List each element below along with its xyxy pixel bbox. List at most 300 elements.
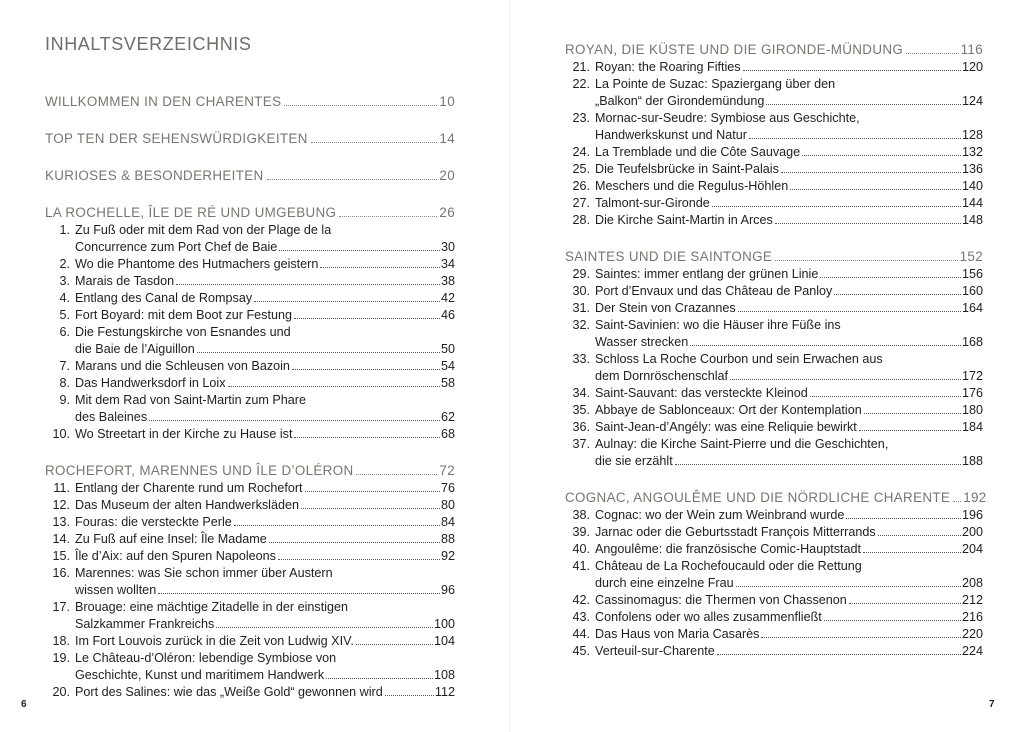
entry-title: dem Dornröschenschlaf: [595, 369, 728, 383]
entry-line: [595, 541, 983, 558]
dot-leader: [743, 70, 961, 71]
section-spacer: [45, 148, 455, 166]
entry-number: 29.: [572, 267, 590, 281]
toc-entry[interactable]: [45, 497, 455, 514]
entry-body: [75, 392, 455, 426]
entry-line: [595, 212, 983, 229]
entry-line: [595, 127, 983, 144]
entry-number: 41.: [572, 559, 590, 573]
toc-entry[interactable]: [565, 436, 983, 470]
entry-body: [595, 351, 983, 385]
entry-line: [595, 334, 983, 351]
entry-title: Fouras: die versteckte Perle: [75, 515, 232, 529]
dot-leader: [775, 260, 957, 261]
section-heading[interactable]: [45, 461, 455, 480]
entry-title: Die Kirche Saint-Martin in Arces: [595, 213, 773, 227]
entry-title: Talmont-sur-Gironde: [595, 196, 710, 210]
toc-entry[interactable]: [45, 531, 455, 548]
dot-leader: [953, 501, 961, 502]
entry-body: [75, 599, 455, 633]
dot-leader: [736, 586, 961, 587]
entry-title: Mit dem Rad von Saint-Martin zum Phare: [75, 393, 306, 407]
toc-section: [565, 488, 987, 660]
entry-title: Château de La Rochefoucauld oder die Rettung: [595, 559, 862, 573]
entry-line: [595, 436, 983, 453]
entry-line: [75, 324, 455, 341]
toc-entry[interactable]: [45, 514, 455, 531]
toc-entry[interactable]: [565, 317, 983, 351]
entry-number: 12.: [52, 498, 70, 512]
entry-body: [595, 59, 983, 76]
entry-line: [75, 392, 455, 409]
toc-entry[interactable]: [565, 266, 983, 283]
entry-number: 18.: [52, 634, 70, 648]
entry-number: 37.: [572, 437, 590, 451]
entry-line: [595, 266, 983, 283]
entry-title: Die Festungskirche von Esnandes und: [75, 325, 291, 339]
entry-title: Die Teufelsbrücke in Saint-Palais: [595, 162, 779, 176]
entry-title: Île d’Aix: auf den Spuren Napoleons: [75, 549, 276, 563]
section-title: COGNAC, ANGOULÊME UND DIE NÖRDLICHE CHARENTE: [565, 490, 951, 505]
entry-number: 6.: [59, 325, 70, 339]
entry-line: [75, 222, 455, 239]
entry-page: 38: [440, 274, 455, 288]
toc-entry[interactable]: [565, 402, 983, 419]
toc-section: [565, 40, 983, 229]
entry-line: [595, 453, 983, 470]
entry-line: [75, 616, 455, 633]
entry-body: [595, 558, 983, 592]
entry-title: La Tremblade und die Côte Sauvage: [595, 145, 801, 159]
section-heading[interactable]: [45, 129, 455, 148]
entry-title: Der Stein von Crazannes: [595, 301, 736, 315]
dot-leader: [863, 552, 961, 553]
entry-title: Das Museum der alten Handwerksläden: [75, 498, 300, 512]
toc-entry[interactable]: [565, 59, 983, 76]
entry-line: [595, 317, 983, 334]
entry-page: 88: [440, 532, 455, 546]
entry-number: 24.: [572, 145, 590, 159]
entry-number: 33.: [572, 352, 590, 366]
dot-leader: [717, 654, 961, 655]
entry-page: 156: [961, 267, 983, 281]
toc-section: [565, 247, 983, 470]
entry-page: 224: [961, 644, 983, 658]
entry-page: 176: [961, 386, 983, 400]
toc-entry[interactable]: [565, 178, 983, 195]
toc-entry[interactable]: [565, 626, 983, 643]
toc-entry[interactable]: [45, 307, 455, 324]
dot-leader: [356, 474, 437, 475]
entry-page: 212: [961, 593, 983, 607]
entry-page: 164: [961, 301, 983, 315]
entry-line: [75, 426, 455, 443]
dot-leader: [197, 352, 440, 353]
entry-page: 168: [961, 335, 983, 349]
entry-line: [595, 558, 983, 575]
entry-number: 23.: [572, 111, 590, 125]
section-heading[interactable]: [45, 203, 455, 222]
dot-leader: [356, 644, 433, 645]
toc-entry[interactable]: [45, 358, 455, 375]
entry-title: Schloss La Roche Courbon und sein Erwachen aus: [595, 352, 883, 366]
toc-entry[interactable]: [565, 300, 983, 317]
entry-body: [75, 290, 455, 307]
entry-line: [75, 531, 455, 548]
entry-body: [75, 256, 455, 273]
entry-title: Zu Fuß oder mit dem Rad von der Plage de la: [75, 223, 332, 237]
entry-line: [595, 110, 983, 127]
dot-leader: [846, 518, 961, 519]
toc-entry[interactable]: [45, 426, 455, 443]
dot-leader: [176, 284, 440, 285]
entry-line: [595, 161, 983, 178]
toc-entry[interactable]: [45, 684, 455, 701]
toc-entry[interactable]: [45, 375, 455, 392]
entry-number: 32.: [572, 318, 590, 332]
dot-leader: [254, 301, 440, 302]
toc-entry[interactable]: [45, 599, 455, 633]
entry-body: [75, 650, 455, 684]
toc-section: [45, 203, 455, 443]
entry-page: 124: [961, 94, 983, 108]
entry-line: [75, 497, 455, 514]
dot-leader: [149, 420, 440, 421]
entry-page: 160: [961, 284, 983, 298]
section-page: 20: [439, 168, 455, 183]
entry-title: des Baleines: [75, 410, 148, 424]
entry-line: [595, 300, 983, 317]
entry-line: [595, 524, 983, 541]
entry-line: [595, 368, 983, 385]
toc-entry[interactable]: [565, 161, 983, 178]
entry-line: [595, 385, 983, 402]
entry-line: [75, 273, 455, 290]
entry-page: 84: [440, 515, 455, 529]
entry-line: [75, 256, 455, 273]
entry-title: Saint-Jean-d’Angély: was eine Reliquie bewirkt: [595, 420, 857, 434]
section-page: 10: [439, 94, 455, 109]
dot-leader: [385, 695, 434, 696]
toc-entry[interactable]: [565, 592, 983, 609]
entry-title: Verteuil-sur-Charente: [595, 644, 715, 658]
entry-line: [595, 402, 983, 419]
entry-number: 5.: [59, 308, 70, 322]
entry-title: Mornac-sur-Seudre: Symbiose aus Geschichte,: [595, 111, 860, 125]
entry-page: 132: [961, 145, 983, 159]
entry-line: [595, 575, 983, 592]
entry-list: [565, 266, 983, 470]
toc-entry[interactable]: [45, 324, 455, 358]
section-page: 14: [439, 131, 455, 146]
entry-page: 58: [440, 376, 455, 390]
toc-entry[interactable]: [565, 144, 983, 161]
entry-title: Marennes: was Sie schon immer über Austern: [75, 566, 333, 580]
entry-line: [75, 514, 455, 531]
entry-title: Geschichte, Kunst und maritimem Handwerk: [75, 668, 325, 682]
entry-list: [565, 59, 983, 229]
entry-body: [75, 480, 455, 497]
entry-number: 2.: [59, 257, 70, 271]
entry-page: 140: [961, 179, 983, 193]
entry-body: [595, 436, 983, 470]
entry-number: 7.: [59, 359, 70, 373]
entry-number: 42.: [572, 593, 590, 607]
section-title: TOP TEN DER SEHENSWÜRDIGKEITEN: [45, 131, 308, 146]
entry-page: 200: [961, 525, 983, 539]
entry-body: [595, 524, 983, 541]
entry-number: 19.: [52, 651, 70, 665]
dot-leader: [761, 637, 961, 638]
entry-body: [595, 161, 983, 178]
entry-body: [595, 385, 983, 402]
entry-body: [595, 195, 983, 212]
entry-page: 54: [440, 359, 455, 373]
entry-title: Salzkammer Frankreichs: [75, 617, 215, 631]
entry-page: 92: [440, 549, 455, 563]
entry-page: 76: [440, 481, 455, 495]
dot-leader: [267, 179, 438, 180]
entry-title: Port d’Envaux und das Château de Panloy: [595, 284, 833, 298]
section-spacer: [45, 185, 455, 203]
entry-page: 128: [961, 128, 983, 142]
entry-title: Confolens oder wo alles zusammenfließt: [595, 610, 822, 624]
entry-title: Saintes: immer entlang der grünen Linie: [595, 267, 819, 281]
entry-body: [595, 178, 983, 195]
entry-page: 50: [440, 342, 455, 356]
section-heading[interactable]: [45, 92, 455, 111]
toc-entry[interactable]: [45, 633, 455, 650]
toc-section: [45, 166, 455, 185]
entry-number: 13.: [52, 515, 70, 529]
entry-line: [595, 93, 983, 110]
entry-line: [75, 290, 455, 307]
entry-title: Cassinomagus: die Thermen von Chassenon: [595, 593, 847, 607]
entry-title: Fort Boyard: mit dem Boot zur Festung: [75, 308, 292, 322]
dot-leader: [305, 491, 440, 492]
toc-entry[interactable]: [565, 419, 983, 436]
entry-number: 34.: [572, 386, 590, 400]
entry-body: [75, 426, 455, 443]
dot-leader: [216, 627, 433, 628]
dot-leader: [834, 294, 961, 295]
dot-leader: [781, 172, 961, 173]
dot-leader: [820, 277, 961, 278]
toc-entry[interactable]: [45, 565, 455, 599]
toc-entry[interactable]: [565, 110, 983, 144]
entry-body: [75, 497, 455, 514]
toc-section: [45, 92, 455, 111]
toc-entry[interactable]: [565, 283, 983, 300]
entry-list: [565, 507, 983, 660]
entry-list: [45, 480, 455, 701]
entry-line: [75, 480, 455, 497]
toc-entry[interactable]: [565, 212, 983, 229]
entry-page: 136: [961, 162, 983, 176]
entry-page: 30: [440, 240, 455, 254]
entry-title: Abbaye de Sablonceaux: Ort der Kontemplation: [595, 403, 862, 417]
entry-title: Concurrence zum Port Chef de Baie: [75, 240, 278, 254]
entry-page: 46: [440, 308, 455, 322]
entry-body: [595, 507, 983, 524]
entry-line: [75, 599, 455, 616]
entry-line: [595, 144, 983, 161]
toc-entry[interactable]: [565, 507, 983, 524]
section-heading[interactable]: [45, 166, 455, 185]
toc-entry[interactable]: [565, 643, 983, 660]
toc-entry[interactable]: [45, 548, 455, 565]
entry-page: 216: [961, 610, 983, 624]
entry-body: [595, 592, 983, 609]
dot-leader: [802, 155, 961, 156]
dot-leader: [749, 138, 961, 139]
toc-entry[interactable]: [45, 650, 455, 684]
entry-number: 38.: [572, 508, 590, 522]
entry-body: [595, 317, 983, 351]
dot-leader: [279, 250, 440, 251]
entry-title: Marans und die Schleusen von Bazoin: [75, 359, 290, 373]
section-page: 116: [960, 42, 983, 57]
dot-leader: [228, 386, 440, 387]
dot-leader: [278, 559, 440, 560]
entry-number: 16.: [52, 566, 70, 580]
entry-body: [75, 375, 455, 392]
entry-title: Brouage: eine mächtige Zitadelle in der einstigen: [75, 600, 349, 614]
dot-leader: [284, 105, 437, 106]
entry-title: die Baie de l’Aiguillon: [75, 342, 195, 356]
section-spacer: [45, 443, 455, 461]
section-page: 26: [439, 205, 455, 220]
dot-leader: [775, 223, 961, 224]
entry-body: [75, 514, 455, 531]
entry-body: [75, 324, 455, 358]
dot-leader: [294, 318, 440, 319]
toc-entry[interactable]: [45, 392, 455, 426]
entry-line: [595, 59, 983, 76]
entry-body: [75, 273, 455, 290]
entry-number: 39.: [572, 525, 590, 539]
toc-entry[interactable]: [45, 222, 455, 256]
dot-leader: [738, 311, 961, 312]
entry-number: 17.: [52, 600, 70, 614]
toc-entry[interactable]: [565, 351, 983, 385]
entry-number: 28.: [572, 213, 590, 227]
section-spacer: [45, 111, 455, 129]
entry-line: [75, 582, 455, 599]
right-page: [510, 0, 1020, 732]
entry-title: die sie erzählt: [595, 454, 673, 468]
entry-number: 25.: [572, 162, 590, 176]
page-number-right: 7: [989, 699, 995, 710]
entry-number: 44.: [572, 627, 590, 641]
page-number-left: 6: [21, 699, 27, 710]
entry-title: Saint-Savinien: wo die Häuser ihre Füße ins: [595, 318, 841, 332]
entry-body: [595, 300, 983, 317]
entry-line: [595, 283, 983, 300]
toc-entry[interactable]: [565, 385, 983, 402]
dot-leader: [292, 369, 440, 370]
dot-leader: [906, 53, 958, 54]
dot-leader: [810, 396, 961, 397]
entry-body: [75, 633, 455, 650]
toc-right-column: [565, 40, 987, 660]
entry-line: [595, 507, 983, 524]
dot-leader: [339, 216, 437, 217]
entry-page: 80: [440, 498, 455, 512]
toc-entry[interactable]: [45, 256, 455, 273]
entry-line: [595, 195, 983, 212]
section-heading[interactable]: [565, 488, 987, 507]
entry-title: Le Château-d’Oléron: lebendige Symbiose von: [75, 651, 337, 665]
toc-section: [45, 129, 455, 148]
dot-leader: [675, 464, 961, 465]
entry-number: 40.: [572, 542, 590, 556]
section-page: 152: [959, 249, 983, 264]
toc-section: [45, 461, 455, 701]
entry-title: Wo die Phantome des Hutmachers geistern: [75, 257, 319, 271]
entry-line: [75, 667, 455, 684]
dot-leader: [730, 379, 961, 380]
entry-line: [595, 419, 983, 436]
toc-entry[interactable]: [565, 76, 983, 110]
entry-page: 144: [961, 196, 983, 210]
entry-line: [595, 609, 983, 626]
entry-body: [75, 684, 455, 701]
toc-entry[interactable]: [565, 541, 983, 558]
entry-page: 196: [961, 508, 983, 522]
entry-line: [595, 351, 983, 368]
section-heading[interactable]: [565, 247, 983, 266]
dot-leader: [766, 104, 961, 105]
entry-page: 208: [961, 576, 983, 590]
section-title: KURIOSES & BESONDERHEITEN: [45, 168, 264, 183]
section-heading[interactable]: [565, 40, 983, 59]
entry-number: 1.: [59, 223, 70, 237]
section-title: ROCHEFORT, MARENNES UND ÎLE D’OLÉRON: [45, 463, 354, 478]
entry-line: [75, 375, 455, 392]
section-page: 72: [439, 463, 455, 478]
entry-body: [595, 76, 983, 110]
toc-entry[interactable]: [45, 290, 455, 307]
toc-entry[interactable]: [45, 273, 455, 290]
entry-title: Port des Salines: wie das „Weiße Gold“ gewonnen wird: [75, 685, 383, 699]
entry-line: [75, 409, 455, 426]
entry-line: [595, 643, 983, 660]
entry-title: Royan: the Roaring Fifties: [595, 60, 741, 74]
entry-body: [595, 419, 983, 436]
dot-leader: [849, 603, 961, 604]
entry-page: 62: [440, 410, 455, 424]
entry-body: [595, 643, 983, 660]
toc-entry[interactable]: [565, 609, 983, 626]
dot-leader: [878, 535, 961, 536]
dot-leader: [690, 345, 961, 346]
toc-entry[interactable]: [45, 480, 455, 497]
toc-entry[interactable]: [565, 195, 983, 212]
entry-title: wissen wollten: [75, 583, 157, 597]
entry-number: 10.: [52, 427, 70, 441]
entry-number: 4.: [59, 291, 70, 305]
entry-line: [75, 341, 455, 358]
entry-title: Meschers und die Regulus-Höhlen: [595, 179, 789, 193]
entry-title: Entlang der Charente rund um Rochefort: [75, 481, 303, 495]
section-spacer: [565, 229, 983, 247]
section-title: LA ROCHELLE, ÎLE DE RÉ UND UMGEBUNG: [45, 205, 337, 220]
entry-body: [595, 144, 983, 161]
entry-number: 3.: [59, 274, 70, 288]
toc-entry[interactable]: [565, 558, 983, 592]
toc-entry[interactable]: [565, 524, 983, 541]
